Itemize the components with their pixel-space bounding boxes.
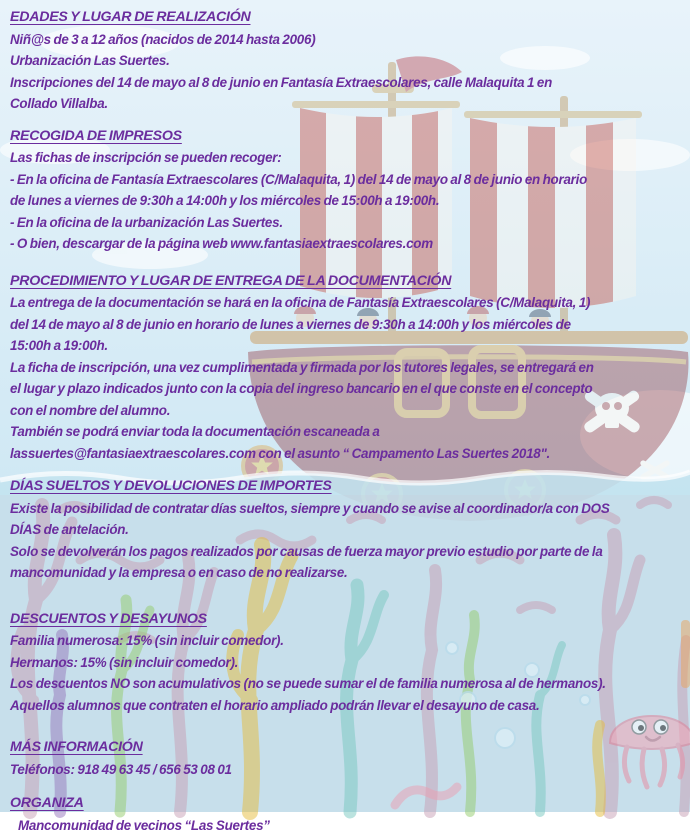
- text-line: Familia numerosa: 15% (sin incluir comedor).: [10, 630, 680, 652]
- section-organiza: [10, 793, 680, 836]
- text-line: el lugar y plazo indicados junto con la copia del ingreso bancario en el que conste en el concepto: [10, 378, 680, 400]
- section-heading: EDADES Y LUGAR DE REALIZACIÓN: [10, 7, 680, 29]
- section-mas-informacion: [10, 737, 680, 780]
- text-line: con el nombre del alumno.: [10, 400, 680, 422]
- text-line: - En la oficina de Fantasía Extraescolares (C/Malaquita, 1) del 14 de mayo al 8 de junio en horario: [10, 169, 680, 191]
- text-line: - En la oficina de la urbanización Las Suertes.: [10, 212, 680, 234]
- text-line: Urbanización Las Suertes.: [10, 50, 680, 72]
- text-line: Mancomunidad de vecinos “Las Suertes”: [10, 815, 680, 836]
- text-line: lassuertes@fantasiaextraescolares.com con el asunto “ Campamento Las Suertes 2018".: [10, 443, 680, 465]
- text-line: Niñ@s de 3 a 12 años (nacidos de 2014 hasta 2006): [10, 29, 680, 51]
- text-line: de lunes a viernes de 9:30h a 14:00h y los miércoles de 15:00h a 19:00h.: [10, 190, 680, 212]
- section-heading: DÍAS SUELTOS Y DEVOLUCIONES DE IMPORTES: [10, 476, 680, 498]
- text-line: Aquellos alumnos que contraten el horario ampliado podrán llevar el desayuno de casa.: [10, 695, 680, 717]
- text-line: mancomunidad y la empresa o en caso de no realizarse.: [10, 562, 680, 584]
- section-recogida-de-impresos: [10, 126, 680, 255]
- text-line: La entrega de la documentación se hará en la oficina de Fantasía Extraescolares (C/Malaquita, 1): [10, 292, 680, 314]
- text-line: DÍAS de antelación.: [10, 519, 680, 541]
- text-line: Existe la posibilidad de contratar días sueltos, siempre y cuando se avise al coordinador/a con DOS: [10, 498, 680, 520]
- text-line: - O bien, descargar de la página web www.fantasiaextraescolares.com: [10, 233, 680, 255]
- section-edades-y-lugar-de-realizacion: [10, 7, 680, 115]
- section-procedimiento-y-lugar-de-entrega-de-la-doc: [10, 271, 680, 465]
- text-line: Inscripciones del 14 de mayo al 8 de junio en Fantasía Extraescolares, calle Malaquita 1 en: [10, 72, 680, 94]
- section-heading: MÁS INFORMACIÓN: [10, 737, 680, 759]
- text-line: Collado Villalba.: [10, 93, 680, 115]
- section-descuentos-y-desayunos: [10, 609, 680, 717]
- section-heading: RECOGIDA DE IMPRESOS: [10, 126, 680, 148]
- section-heading: DESCUENTOS Y DESAYUNOS: [10, 609, 680, 631]
- section-dias-sueltos-y-devoluciones-de-importes: [10, 476, 680, 584]
- text-line: del 14 de mayo al 8 de junio en horario de lunes a viernes de 9:30h a 14:00h y los miércoles de: [10, 314, 680, 336]
- text-line: Hermanos: 15% (sin incluir comedor).: [10, 652, 680, 674]
- text-line: Solo se devolverán los pagos realizados por causas de fuerza mayor previo estudio por parte de la: [10, 541, 680, 563]
- text-line: 15:00h a 19:00h.: [10, 335, 680, 357]
- text-line: Las fichas de inscripción se pueden recoger:: [10, 147, 680, 169]
- text-line: La ficha de inscripción, una vez cumplimentada y firmada por los tutores legales, se entregará en: [10, 357, 680, 379]
- section-heading: ORGANIZA: [10, 793, 680, 815]
- text-line: También se podrá enviar toda la documentación escaneada a: [10, 421, 680, 443]
- text-line: Los descuentos NO son acumulativos (no se puede sumar el de familia numerosa al de hermanos).: [10, 673, 680, 695]
- section-heading: PROCEDIMIENTO Y LUGAR DE ENTREGA DE LA DOCUMENTACIÓN: [10, 271, 680, 293]
- text-line: Teléfonos: 918 49 63 45 / 656 53 08 01: [10, 759, 680, 781]
